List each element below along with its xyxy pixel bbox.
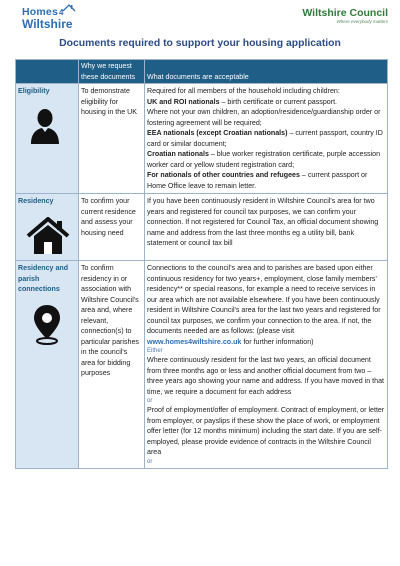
what-residency: If you have been continuously resident in Wiltshire Council's area for two years and registered for council tax purposes, we can confirm your connection. If not registered for Council Tax, an official document showing name and address from the last three months eg a utility bill, bank statement or council tax bill — [145, 194, 388, 261]
row-label-eligibility — [16, 84, 79, 194]
person-silhouette-icon — [28, 107, 76, 149]
why-eligibility: To demonstrate eligibility for housing in the UK — [79, 84, 145, 194]
either-separator: Either — [147, 348, 163, 354]
house-icon — [26, 217, 76, 259]
croatian-heading: Croatian nationals — [147, 150, 209, 158]
page-header — [0, 0, 400, 34]
uk-text: – birth certificate or current passport. — [219, 97, 338, 106]
table-row-residency — [16, 194, 388, 261]
what-parish — [145, 261, 388, 469]
logo-four-text: 4 — [59, 8, 64, 17]
parish-intro-tail: for further information) — [241, 337, 314, 346]
parish-residence-proof: Where continuously resident for the last two years, an official document from three months ago or less and another official document from two – three years ago showing your name and address. If you have moved in that time, we require a document for each address — [147, 356, 384, 396]
table-header-row — [16, 60, 388, 84]
parish-intro — [147, 263, 385, 347]
eligibility-intro: Required for all members of the household including children: — [147, 87, 340, 95]
or-separator: or — [147, 458, 153, 465]
eligibility-guardianship: Where not your own children, an adoption/residence/guardianship order or fostering agreement will be required; — [147, 108, 381, 127]
eea-text: – current passport, country ID card or similar document; — [147, 129, 383, 148]
header-cell-empty — [16, 60, 79, 84]
uk-heading: UK and ROI nationals — [147, 97, 220, 106]
eligibility-croatian — [147, 149, 385, 170]
eligibility-other — [147, 170, 385, 191]
page-title: Documents required to support your housing application — [59, 38, 341, 49]
row-label-residency — [16, 194, 79, 261]
roof-logo-icon — [62, 4, 76, 14]
homes4wiltshire-link[interactable]: www.homes4wiltshire.co.uk — [147, 337, 242, 346]
row-label-text: Residency and parish connections — [18, 264, 69, 293]
council-tagline: Where everybody matters — [336, 19, 388, 24]
row-label-text: Eligibility — [18, 87, 50, 95]
table-row-parish — [16, 261, 388, 469]
other-text: – current passport or Home Office leave to remain letter. — [147, 171, 368, 190]
documents-table — [15, 59, 388, 469]
table-row-eligibility — [16, 84, 388, 194]
header-cell-what: What documents are acceptable — [145, 60, 388, 84]
council-name: Wiltshire Council — [302, 7, 388, 19]
or-separator: or — [147, 398, 153, 404]
what-eligibility — [145, 84, 388, 194]
location-pin-icon — [30, 303, 76, 349]
row-label-text: Residency — [18, 197, 54, 205]
why-parish: To confirm residency in or association with Wiltshire Council's area and, where relevant, connection(s) to particular parishes in the council's area for bidding purposes — [79, 261, 145, 469]
eea-heading: EEA nationals (except Croatian nationals) — [147, 129, 288, 137]
logo-homes-text: Homes — [22, 6, 59, 18]
parish-employment-proof: Proof of employment/offer of employment. Contract of employment, or letter from employer, or payslips if these show the place of work, or employment offer letter (for 12 months minimum) including the start date. If you are self-employed, please provide evidence of contracts in the Wiltshire Council area — [147, 406, 385, 456]
row-label-parish — [16, 261, 79, 469]
eligibility-uk — [147, 97, 385, 108]
parish-intro-text: Connections to the council's area and to parishes are based upon either continuous residency for two years+, employment, close family members' residency** or special reasons, for example a need to receive services in our area which are not available elsewhere. If you have been continuously resident in Wiltshire Council's area for the last two years and registered for council tax purposes, we confirm your connection to the area. If not, the documents needed are as follows: (please visit — [147, 264, 381, 335]
wiltshire-council-logo — [302, 8, 388, 25]
homes4wiltshire-logo — [22, 7, 73, 30]
logo-wiltshire-text: Wiltshire — [22, 17, 73, 31]
header-cell-why: Why we request these documents — [79, 60, 145, 84]
eligibility-eea — [147, 128, 385, 149]
other-heading: For nationals of other countries and refugees — [147, 171, 300, 179]
why-residency: To confirm your current residence and assess your housing need — [79, 194, 145, 261]
croatian-text: – blue worker registration certificate, purple accession worker card or yellow student registration card; — [147, 150, 381, 169]
